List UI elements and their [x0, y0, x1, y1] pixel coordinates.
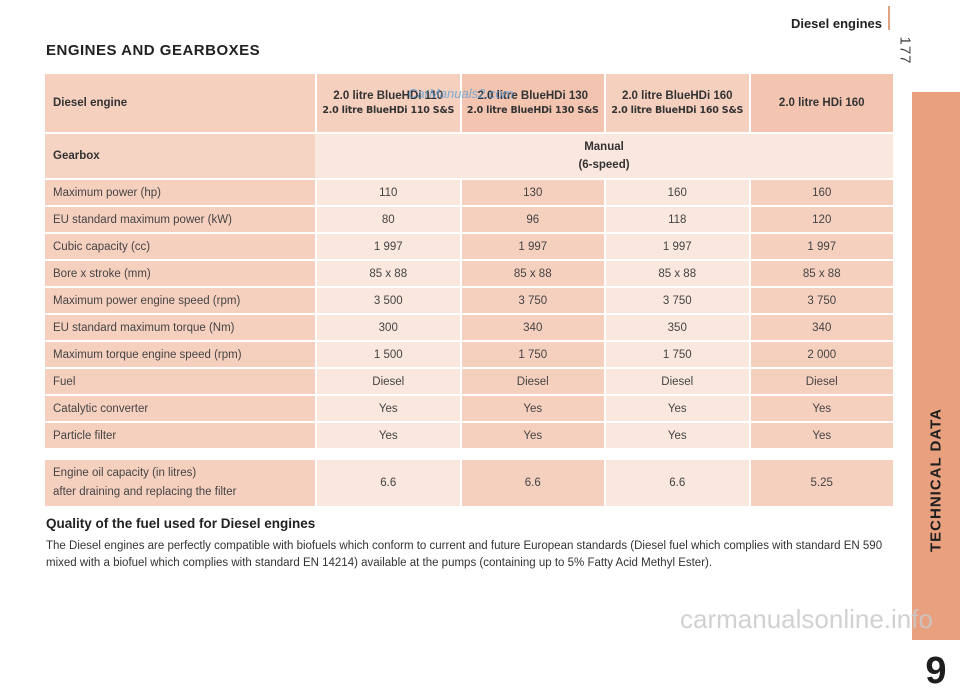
spec-row-label: Fuel [45, 369, 315, 394]
spec-row-value: 1 750 [460, 342, 605, 367]
gearbox-value: Manual [584, 141, 624, 153]
fuel-quality-heading: Quality of the fuel used for Diesel engines [46, 516, 316, 531]
spec-row-value: 160 [749, 180, 894, 205]
spec-row [45, 342, 893, 367]
spec-row-value: 96 [460, 207, 605, 232]
engine-variant: 2.0 litre BlueHDi 130 S&S [466, 105, 599, 116]
chapter-number: 9 [925, 650, 947, 692]
spec-row [45, 369, 893, 394]
oil-label-line-2: after draining and replacing the filter [53, 486, 237, 498]
spec-row-value: Diesel [604, 369, 749, 394]
oil-capacity-value: 6.6 [604, 460, 749, 506]
oil-capacity-table [45, 460, 893, 506]
spec-row-value: 1 750 [604, 342, 749, 367]
spec-row-value: Diesel [460, 369, 605, 394]
spec-row-value: 130 [460, 180, 605, 205]
spec-row-value: Yes [315, 396, 460, 421]
engine-label: Diesel engine [45, 74, 315, 132]
spec-row-value: 2 000 [749, 342, 894, 367]
spec-row-value: 3 500 [315, 288, 460, 313]
oil-capacity-row [45, 460, 893, 506]
spec-row [45, 288, 893, 313]
engine-spec-table [45, 72, 893, 450]
spec-row [45, 261, 893, 286]
engine-name: 2.0 litre BlueHDi 110 [333, 90, 444, 102]
spec-row [45, 234, 893, 259]
header-rule [888, 6, 890, 30]
spec-row-value: 160 [604, 180, 749, 205]
oil-label-line-1: Engine oil capacity (in litres) [53, 467, 197, 479]
spec-row-label: Cubic capacity (cc) [45, 234, 315, 259]
engine-name: 2.0 litre BlueHDi 130 [477, 90, 589, 102]
spec-row-value: 85 x 88 [749, 261, 894, 286]
spec-row-label: Bore x stroke (mm) [45, 261, 315, 286]
oil-capacity-label [45, 460, 315, 506]
engine-name: 2.0 litre BlueHDi 160 [621, 90, 733, 102]
section-title: ENGINES AND GEARBOXES [46, 42, 261, 59]
spec-row-value: 3 750 [749, 288, 894, 313]
spec-row-value: Yes [749, 396, 894, 421]
spec-row-value: Yes [604, 396, 749, 421]
oil-capacity-value: 6.6 [460, 460, 605, 506]
spec-row-value: 80 [315, 207, 460, 232]
spec-row-value: 118 [604, 207, 749, 232]
spec-row [45, 207, 893, 232]
side-tab-label-text: TECHNICAL DATA [927, 408, 945, 552]
gearbox-label: Gearbox [45, 134, 315, 178]
spec-row-label: Maximum power (hp) [45, 180, 315, 205]
spec-row [45, 315, 893, 340]
spec-row-value: Diesel [749, 369, 894, 394]
spec-row-label: Maximum torque engine speed (rpm) [45, 342, 315, 367]
spec-row-value: Yes [460, 423, 605, 448]
engine-column-header [749, 74, 894, 132]
spec-row-value: 85 x 88 [315, 261, 460, 286]
spec-row-label: Maximum power engine speed (rpm) [45, 288, 315, 313]
spec-row-value: 1 500 [315, 342, 460, 367]
spec-row-value: 1 997 [749, 234, 894, 259]
spec-row-value: 1 997 [460, 234, 605, 259]
engine-column-header [460, 74, 605, 132]
engine-header-row [45, 74, 893, 132]
spec-row [45, 396, 893, 421]
spec-row-value: 300 [315, 315, 460, 340]
spec-row-value: 85 x 88 [604, 261, 749, 286]
spec-row-label: Particle filter [45, 423, 315, 448]
spec-row [45, 423, 893, 448]
gearbox-detail: (6-speed) [578, 159, 630, 171]
gearbox-value-cell [315, 134, 893, 178]
engine-column-header [315, 74, 460, 132]
engine-variant: 2.0 litre BlueHDi 110 S&S [322, 105, 455, 116]
engine-column-header [604, 74, 749, 132]
spec-row-value: 3 750 [604, 288, 749, 313]
fuel-quality-text: The Diesel engines are perfectly compatible with biofuels which conform to current and future European standards (Diesel fuel which complies with standard EN 590 mixed with a biofuel which complies with standard EN 14214) available at the pumps (containing up to 5% Fatty Acid Methyl Ester). [46, 540, 883, 569]
spec-row-value: 1 997 [315, 234, 460, 259]
spec-row-value: 350 [604, 315, 749, 340]
oil-capacity-value: 5.25 [749, 460, 894, 506]
gearbox-row [45, 134, 893, 178]
spec-row-value: 1 997 [604, 234, 749, 259]
spec-row-value: 120 [749, 207, 894, 232]
page-number: 177 [896, 36, 914, 65]
spec-row-value: Yes [749, 423, 894, 448]
engine-variant: 2.0 litre BlueHDi 160 S&S [611, 105, 744, 116]
spec-row-value: 3 750 [460, 288, 605, 313]
spec-row-label: EU standard maximum torque (Nm) [45, 315, 315, 340]
spec-row-value: 85 x 88 [460, 261, 605, 286]
spec-row-value: Yes [315, 423, 460, 448]
watermark-top: CarManuals2.com [408, 86, 514, 101]
engine-name: 2.0 litre HDi 160 [778, 97, 865, 109]
watermark-bottom: carmanualsonline.info [680, 604, 933, 634]
spec-row-value: 340 [460, 315, 605, 340]
spec-row-value: Yes [460, 396, 605, 421]
oil-capacity-value: 6.6 [315, 460, 460, 506]
spec-row-label: EU standard maximum power (kW) [45, 207, 315, 232]
page-header-title: Diesel engines [790, 16, 882, 31]
spec-row-label: Catalytic converter [45, 396, 315, 421]
spec-row-value: 340 [749, 315, 894, 340]
spec-row-value: Diesel [315, 369, 460, 394]
chapter-side-tab [912, 92, 960, 692]
spec-row-value: 110 [315, 180, 460, 205]
spec-row [45, 180, 893, 205]
spec-row-value: Yes [604, 423, 749, 448]
